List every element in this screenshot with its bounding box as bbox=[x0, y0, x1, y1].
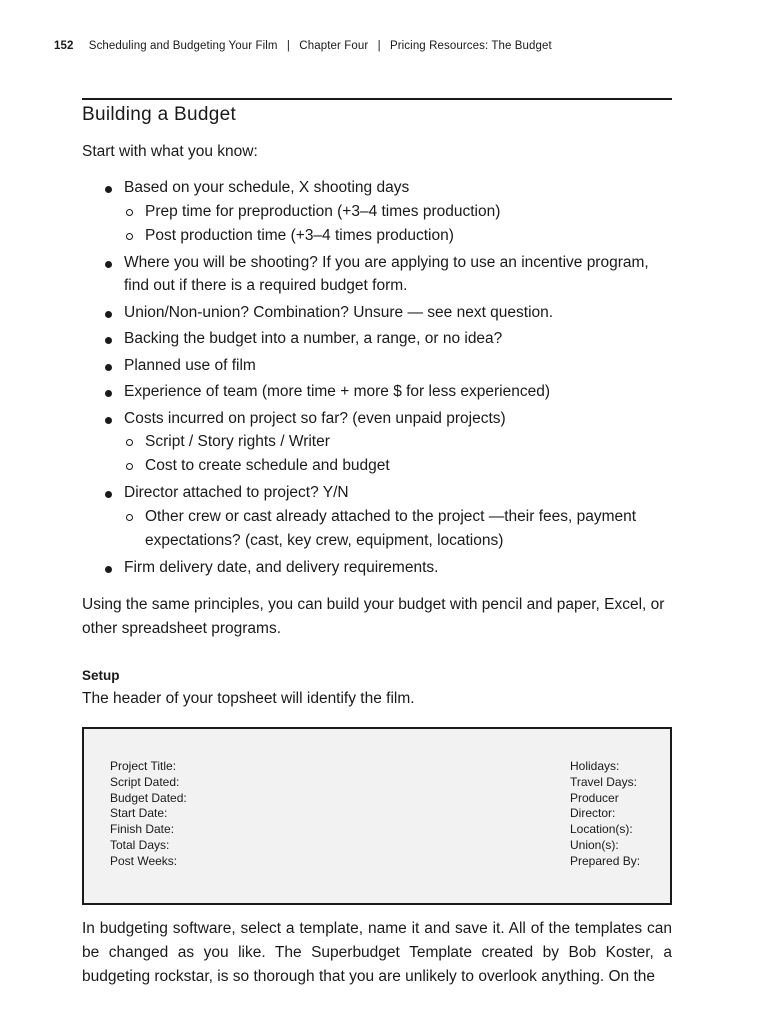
sub-bullet-icon bbox=[126, 463, 133, 470]
header-separator: | bbox=[377, 40, 381, 52]
sub-bullet-icon bbox=[126, 209, 133, 216]
bullet-icon bbox=[105, 311, 112, 318]
header-separator: | bbox=[286, 40, 290, 52]
chapter-label: Chapter Four bbox=[299, 40, 369, 52]
setup-text: The header of your topsheet will identify the film. bbox=[82, 690, 415, 707]
bullet-icon bbox=[105, 417, 112, 424]
sub-bullet-icon bbox=[126, 514, 133, 521]
topsheet-field: Prepared By: bbox=[570, 853, 641, 868]
list-item bbox=[82, 176, 672, 248]
sub-list bbox=[124, 505, 672, 553]
list-item-text: Costs incurred on project so far? (even unpaid projects) bbox=[124, 409, 506, 427]
setup-heading: Setup bbox=[82, 668, 120, 683]
topsheet-field: Script Dated: bbox=[110, 774, 180, 789]
sub-list bbox=[124, 430, 672, 478]
bullet-icon bbox=[105, 566, 112, 573]
sub-list-item bbox=[124, 454, 672, 478]
topsheet-field: Holidays: bbox=[570, 759, 620, 773]
topsheet-field: Post Weeks: bbox=[110, 853, 178, 868]
list-item-text: Where you will be shooting? If you are applying to use an incentive program, find out if there is a required budget form. bbox=[124, 253, 649, 294]
sub-list-item bbox=[124, 224, 672, 248]
section-rule bbox=[82, 98, 672, 100]
list-item-text: Experience of team (more time + more $ for less experienced) bbox=[124, 383, 551, 400]
sub-list-item-text: Cost to create schedule and budget bbox=[145, 457, 390, 474]
body-paragraph: Using the same principles, you can build your budget with pencil and paper, Excel, or other spreadsheet programs. bbox=[82, 596, 665, 637]
list-item-text: Backing the budget into a number, a range, or no idea? bbox=[124, 330, 503, 347]
list-item bbox=[82, 481, 672, 553]
sub-list-item bbox=[124, 505, 672, 553]
sub-list-item-text: Prep time for preproduction (+3–4 times production) bbox=[145, 202, 501, 220]
list-item-text: Union/Non-union? Combination? Unsure — see next question. bbox=[124, 303, 554, 321]
topsheet-field: Director: bbox=[570, 806, 616, 821]
bullet-list bbox=[82, 176, 672, 579]
topsheet-field: Budget Dated: bbox=[110, 790, 187, 805]
topsheet-field: Travel Days: bbox=[570, 774, 637, 789]
section-title: Building a Budget bbox=[82, 104, 237, 125]
topsheet-field: Total Days: bbox=[110, 837, 170, 852]
list-item bbox=[82, 301, 672, 325]
bullet-icon bbox=[105, 186, 112, 193]
list-item-text: Firm delivery date, and delivery requirements. bbox=[124, 558, 439, 576]
sub-bullet-icon bbox=[126, 439, 133, 446]
sub-list bbox=[124, 200, 672, 248]
topsheet-field: Finish Date: bbox=[110, 822, 175, 837]
sub-list-item bbox=[124, 200, 672, 224]
list-item-text: Planned use of film bbox=[124, 356, 256, 374]
topsheet-right-column bbox=[570, 759, 640, 870]
chapter-title: Pricing Resources: The Budget bbox=[389, 40, 552, 52]
book-title: Scheduling and Budgeting Your Film bbox=[88, 40, 278, 52]
topsheet-left-column bbox=[110, 759, 187, 870]
sub-list-item-text: Other crew or cast already attached to the project —their fees, payment expectations? (cast, key crew, equipment, locations) bbox=[145, 507, 637, 549]
main-content bbox=[82, 98, 672, 989]
page-number: 152 bbox=[54, 40, 74, 52]
topsheet-field: Location(s): bbox=[570, 822, 633, 837]
list-item bbox=[82, 407, 672, 479]
topsheet-field: Producer bbox=[570, 790, 619, 805]
topsheet-header-box bbox=[82, 727, 672, 905]
sub-list-item-text: Post production time (+3–4 times production) bbox=[145, 226, 454, 244]
list-item-text: Based on your schedule, X shooting days bbox=[124, 179, 410, 196]
sub-list-item bbox=[124, 430, 672, 454]
bullet-icon bbox=[105, 364, 112, 371]
topsheet-field: Union(s): bbox=[570, 837, 619, 852]
list-item bbox=[82, 380, 672, 404]
sub-list-item-text: Script / Story rights / Writer bbox=[145, 433, 330, 450]
bullet-icon bbox=[105, 390, 112, 397]
intro-text: Start with what you know: bbox=[82, 143, 258, 160]
topsheet-field: Project Title: bbox=[110, 759, 177, 773]
list-item bbox=[82, 556, 672, 580]
list-item bbox=[82, 354, 672, 378]
bullet-icon bbox=[105, 337, 112, 344]
list-item bbox=[82, 251, 672, 298]
list-item-text: Director attached to project? Y/N bbox=[124, 484, 349, 501]
topsheet-field: Start Date: bbox=[110, 806, 168, 821]
bullet-icon bbox=[105, 261, 112, 268]
running-header bbox=[54, 40, 552, 52]
sub-bullet-icon bbox=[126, 233, 133, 240]
bullet-icon bbox=[105, 491, 112, 498]
closing-paragraph: In budgeting software, select a template, name it and save it. All of the templates can be changed as you like. The Superbudget Template created by Bob Koster, a budgeting rockstar, is so thorough that you are unlikely to overlook anything. On the bbox=[82, 920, 672, 985]
list-item bbox=[82, 327, 672, 351]
